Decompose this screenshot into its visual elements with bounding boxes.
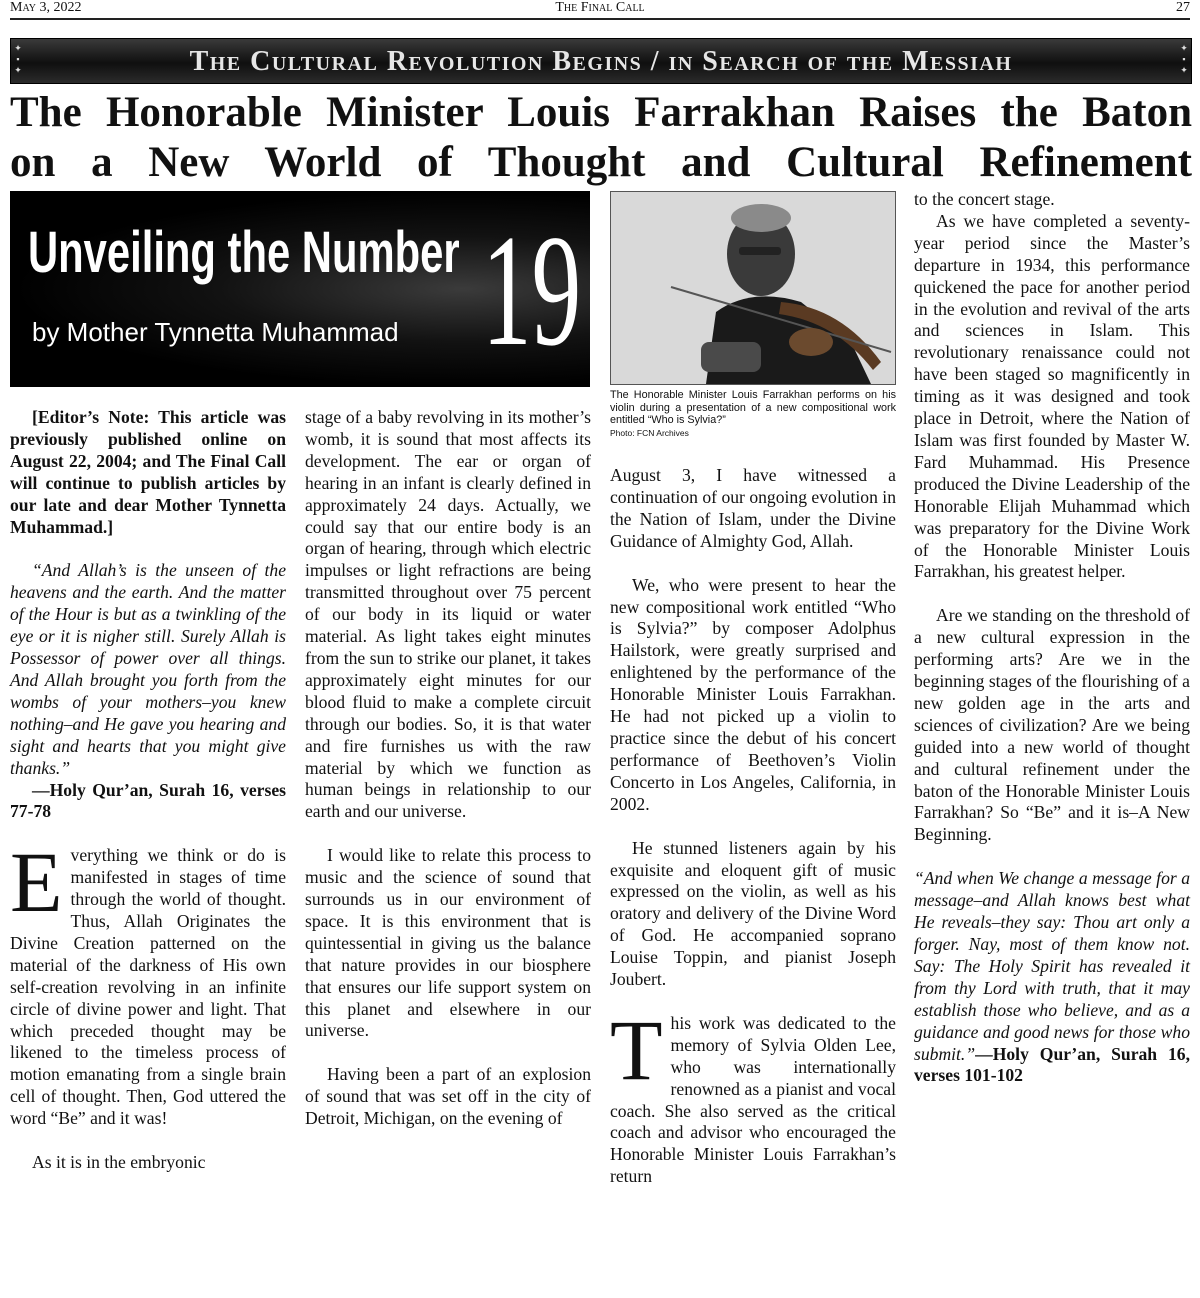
headline-line-1: The Honorable Minister Louis Farrakhan Raises the Baton xyxy=(10,89,1192,136)
issue-date: May 3, 2022 xyxy=(10,0,82,15)
article-column-3 xyxy=(610,465,896,1188)
violin-photo xyxy=(610,191,896,385)
article-column-4 xyxy=(914,189,1190,1087)
paragraph: Everything we think or do is manifested in stages of time through the world of thought. Thus, Allah Originates the Divine Creation patterned on the material of the darkness of His own self-creation revolving in an infinite circle of divine power and light. That which preceded thought may be likened to the timeless process of motion emanating from a single brain cell of thought. Then, God uttered the word “Be” and it was! xyxy=(10,834,286,1129)
paragraph: Having been a part of an explosion of sound that was set off in the city of Detroit, Michigan, on the evening of xyxy=(305,1064,591,1129)
running-header xyxy=(10,0,1190,20)
drop-cap: E xyxy=(10,834,63,931)
article-column-1 xyxy=(10,407,286,1174)
paragraph: stage of a baby revolving in its mother’s womb, it is sound that most affects its development. The ear or organ of hearing in an infant is clearly defined in approximately 24 days. Actually, we could say that our entire body is an organ of hearing, through which electric impulses or light refractions are being transmitted throughout over 75 percent of our body in its liquid or water material. As light takes eight minutes from the sun to strike our planet, it takes approximately eight minutes for our blood fluid to make a complete circuit through our bodies. So, it is that water and fire furnishes us with the raw material by which we function as human beings in relationship to our earth and our universe. xyxy=(305,407,591,822)
section-banner-text: The Cultural Revolution Begins / in Search of the Messiah xyxy=(189,46,1013,77)
article-column-2 xyxy=(305,407,591,1130)
paragraph: As we have completed a seventy-year period since the Master’s departure in 1934, this performance quickened the pace for another period in the evolution and revival of the arts and sciences in Islam. This revolutionary renaissance could not have been staged so magnificently in timing as it was designed and took place in Detroit, where the Nation of Islam was first founded by Master W. Fard Muhammad. His Presence produced the Divine Leadership of the Honorable Elijah Muhammad which was preparatory for the Divine Work of the Honorable Minister Louis Farrakhan, his greatest helper. xyxy=(914,210,1190,582)
closing-quote-source: —Holy Qur’an, Surah 16, verses 101-102 xyxy=(914,1043,1190,1086)
ornament-icon: ✦ ▪ ✦ xyxy=(1180,43,1188,75)
headline-line-2: on a New World of Thought and Cultural Refinement xyxy=(10,139,1192,186)
headline xyxy=(10,88,1192,188)
paragraph: This work was dedicated to the memory of Sylvia Olden Lee, who was internationally renowned as a pianist and vocal coach. She also served as the critical coach and advisor who encouraged the Honorable Minister Louis Farrakhan’s return xyxy=(610,1001,896,1187)
photo-caption xyxy=(610,389,896,439)
paragraph: August 3, I have witnessed a continuation of our ongoing evolution in the Nation of Islam, under the Divine Guidance of Almighty God, Allah. xyxy=(610,465,896,551)
drop-cap: T xyxy=(610,1001,663,1098)
paragraph: We, who were present to hear the new compositional work entitled “Who is Sylvia?” by composer Adolphus Hailstork, were greatly surprised and enlightened by the performance of the Honorable Minister Louis Farrakhan. He had not picked up a violin to practice since the debut of his concert performance of Beethoven’s Violin Concerto in Los Angeles, California, in 2002. xyxy=(610,574,896,814)
column-number: 19 xyxy=(482,201,582,379)
column-logo-graphic xyxy=(10,191,590,387)
paragraph: He stunned listeners again by his exquisite and eloquent gift of music expressed on the violin, as well as his oratory and delivery of the Divine Word of God. He accompanied soprano Louise Toppin, and pianist Joseph Joubert. xyxy=(610,837,896,990)
ornament-icon: ✦ ▪ ✦ xyxy=(14,43,22,75)
paragraph: Are we standing on the threshold of a new cultural expression in the performing arts? Are we in the beginning stages of the flourishing of a new golden age in the arts and sciences of civilization? Are we being guided into a new world of thought and cultural refinement under the baton of the Honorable Minister Louis Farrakhan? So “Be” and it is–A New Beginning. xyxy=(914,605,1190,845)
section-banner xyxy=(10,38,1192,84)
photo-credit: Photo: FCN Archives xyxy=(610,427,689,438)
closing-quote: “And when We change a message for a message–and Allah knows best what He reveals–they say: Thou art only a forger. Nay, most of them know not. Say: The Holy Spirit has revealed it from thy Lord with truth, that it may establish those who believe, and as a guidance and good news for those who submit.” xyxy=(914,868,1190,1064)
paragraph: As it is in the embryonic xyxy=(32,1152,206,1173)
violinist-illustration xyxy=(611,192,895,384)
editors-note: [Editor’s Note: This article was previously published online on August 22, 2004; and The Final Call will continue to publish articles by our late and dear Mother Tynnetta Muhammad.] xyxy=(10,407,286,537)
paragraph: I would like to relate this process to music and the science of sound that surrounds us in our environment of space. It is this environment that is quintessential in giving us the balance that nature provides in our biosphere that ensures our life support system on this planet and elsewhere in our universe. xyxy=(305,845,591,1041)
opening-quote: “And Allah’s is the unseen of the heavens and the earth. And the matter of the Hour is but as a twinkling of the eye or it is nigher still. Surely Allah is Possessor of power over all things. And Allah brought you forth from the wombs of your mothers–you knew nothing–and He gave you hearing and sight and hearts that you might give thanks.” xyxy=(10,560,286,778)
closing-quote-block xyxy=(914,868,1190,1087)
paragraph: to the concert stage. xyxy=(914,189,1055,209)
page-number: 27 xyxy=(1176,0,1190,15)
caption-text: The Honorable Minister Louis Farrakhan performs on his violin during a presentation of a new compositional work entitled “Who is Sylvia?” xyxy=(610,389,896,427)
publication-name: The Final Call xyxy=(555,0,645,15)
column-byline: by Mother Tynnetta Muhammad xyxy=(32,317,399,347)
column-title: Unveiling the Number xyxy=(28,220,460,285)
quote-source: —Holy Qur’an, Surah 16, verses 77-78 xyxy=(10,779,286,822)
